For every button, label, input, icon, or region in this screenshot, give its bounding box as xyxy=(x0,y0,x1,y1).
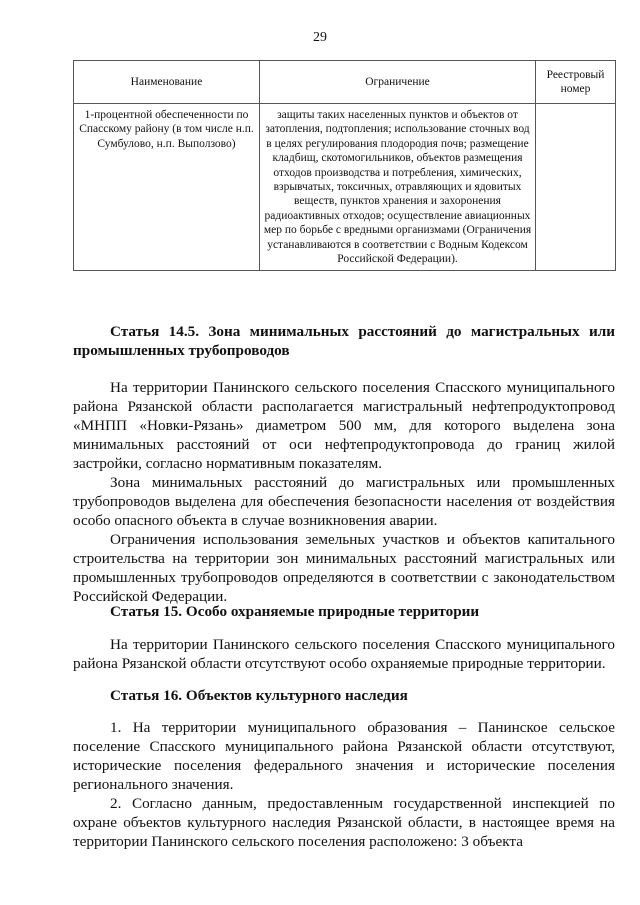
header-registry xyxy=(536,61,616,104)
article-16-heading: Статья 16. Объектов культурного наследия xyxy=(110,687,408,704)
article-15 xyxy=(73,602,615,621)
cell-name-text: 1-процентной обеспеченности по Спасскому району (в том числе н.п. Сумбулово, н.п. Выползово) xyxy=(79,109,254,150)
paragraph: На территории Панинского сельского поселения Спасского муниципального района Рязанской области располагается магистральный нефтепродуктопровод «МНПП «Новки-Рязань» диаметром 500 мм, для которого выделена зона минимальных расстояний от оси нефтепродуктопровода до границ жилой застройки, согласно нормативным показателям. xyxy=(73,379,615,472)
paragraph: На территории Панинского сельского поселения Спасского муниципального района Рязанской области отсутствуют особо охраняемые природные территории. xyxy=(73,636,615,672)
paragraph: Ограничения использования земельных участков и объектов капитального строительства на территории зон минимальных расстояний магистральных или промышленных трубопроводов определяются в соответствии с законодательством Российской Федерации. xyxy=(73,531,615,605)
article-14-5-body xyxy=(73,378,615,606)
header-registry-label: Реестровый номер xyxy=(546,68,605,95)
cell-registry xyxy=(536,104,616,271)
table-row xyxy=(74,104,616,271)
header-name: Наименование xyxy=(74,61,260,104)
article-16 xyxy=(73,686,615,705)
cell-restriction xyxy=(260,104,536,271)
restrictions-table xyxy=(73,60,616,271)
page-number: 29 xyxy=(313,30,327,45)
article-14-5 xyxy=(73,322,615,360)
article-14-5-heading: Статья 14.5. Зона минимальных расстояний до магистральных или промышленных трубопроводов xyxy=(73,323,615,359)
paragraph: 2. Согласно данным, предоставленным государственной инспекцией по охране объектов культурного наследия Рязанской области, в настоящее время на территории Панинского сельского поселения расположено: 3 объекта xyxy=(73,795,615,850)
header-restriction: Ограничение xyxy=(260,61,536,104)
article-15-body xyxy=(73,635,615,673)
cell-restriction-text: защиты таких населенных пунктов и объектов от затопления, подтопления; использование сточных вод в целях регулирования плодородия почв; размещение кладбищ, скотомогильников, объектов размещения отходов производства и потребления, химических, взрывчатых, токсичных, отравляющих и ядовитых веществ, пунктов хранения и захоронения радиоактивных отходов; осуществление авиационных мер по борьбе с вредными организмами (Ограничения устанавливаются в соответствии с Водным Кодексом Российской Федерации). xyxy=(263,109,532,266)
paragraph: Зона минимальных расстояний до магистральных или промышленных трубопроводов выделена для обеспечения безопасности населения от воздействия особо опасного объекта в случае возникновения аварии. xyxy=(73,474,615,529)
table-header-row xyxy=(74,61,616,104)
article-15-heading: Статья 15. Особо охраняемые природные территории xyxy=(110,603,480,620)
paragraph: 1. На территории муниципального образования – Панинское сельское поселение Спасского муниципального района Рязанской области отсутствуют, исторические поселения федерального значения и исторические поселения регионального значения. xyxy=(73,719,615,793)
article-16-body xyxy=(73,718,615,851)
cell-name xyxy=(74,104,260,271)
